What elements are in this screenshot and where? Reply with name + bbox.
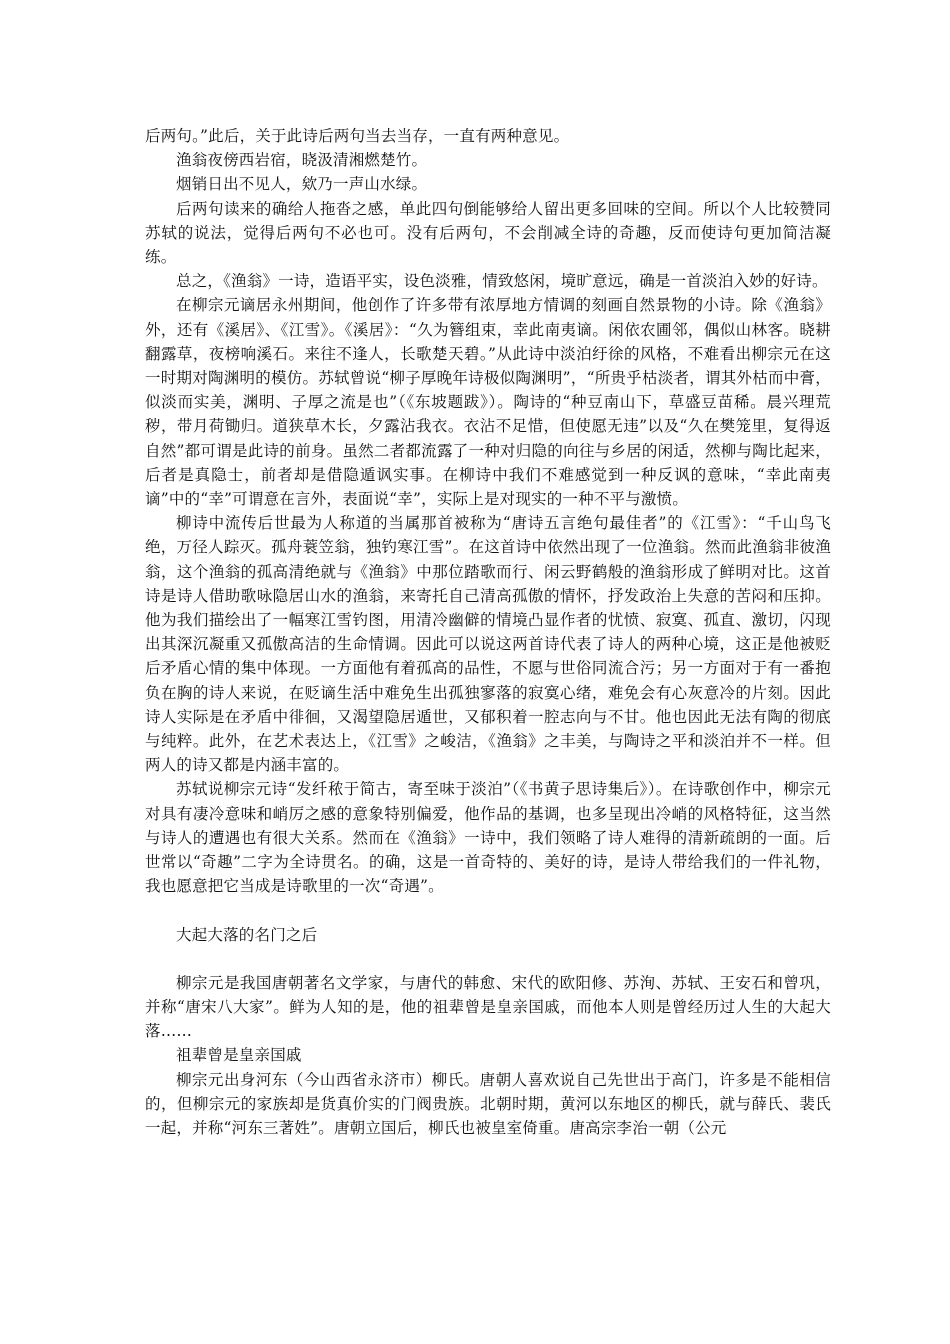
paragraph: 后两句读来的确给人拖沓之感，单此四句倒能够给人留出更多回味的空间。所以个人比较赞同苏轼的说法，觉得后两句不必也可。没有后两句，不会削减全诗的奇趣，反而使诗句更加简洁凝练。	[145, 199, 831, 267]
subsection-title: 祖辈曾是皇亲国戚	[176, 1046, 302, 1065]
paragraph: 柳宗元出身河东（今山西省永济市）柳氏。唐朝人喜欢说自己先世出于高门，许多是不能相信的，但柳宗元的家族却是货真价实的门阀贵族。北朝时期，黄河以东地区的柳氏，就与薛氏、裴氏一起，并称“河东三著姓”。唐朝立国后，柳氏也被皇室倚重。唐高宗李治一朝（公元	[145, 1070, 831, 1137]
article-body	[145, 124, 831, 1140]
section-title: 大起大落的名门之后	[176, 925, 318, 944]
paragraph: 柳宗元是我国唐朝著名文学家，与唐代的韩愈、宋代的欧阳修、苏洵、苏轼、王安石和曾巩，并称“唐宋八大家”。鲜为人知的是，他的祖辈曾是皇亲国戚，而他本人则是曾经历过人生的大起大落……	[145, 973, 831, 1041]
paragraph: 苏轼说柳宗元诗“发纤秾于简古，寄至味于淡泊”（《书黄子思诗集后》）。在诗歌创作中，柳宗元对具有凄冷意味和峭厉之感的意象特别偏爱，他作品的基调，也多呈现出冷峭的风格特征，这当然与诗人的遭遇也有很大关系。然而在《渔翁》一诗中，我们领略了诗人难得的清新疏朗的一面。后世常以“奇趣”二字为全诗贯名。的确，这是一首奇特的、美好的诗，是诗人带给我们的一件礼物，我也愿意把它当成是诗歌里的一次“奇遇”。	[145, 780, 831, 896]
paragraph: 总之，《渔翁》一诗，造语平实，设色淡雅，情致悠闲，境旷意远，确是一首淡泊入妙的好诗。	[176, 272, 828, 291]
poem-line-2: 烟销日出不见人，欸乃一声山水绿。	[176, 175, 428, 194]
paragraph: 柳诗中流传后世最为人称道的当属那首被称为“唐诗五言绝句最佳者”的《江雪》：“千山鸟飞绝，万径人踪灭。孤舟蓑笠翁，独钓寒江雪”。在这首诗中依然出现了一位渔翁。然而此渔翁非彼渔翁，这个渔翁的孤高清绝就与《渔翁》中那位踏歌而行、闲云野鹤般的渔翁形成了鲜明对比。这首诗是诗人借助歌咏隐居山水的渔翁，来寄托自己清高孤傲的情怀，抒发政治上失意的苦闷和压抑。他为我们描绘出了一幅寒江雪钓图，用清冷幽僻的情境凸显作者的忧愤、寂寞、孤直、激切，闪现出其深沉凝重又孤傲高洁的生命情调。因此可以说这两首诗代表了诗人的两种心境，这正是他被贬后矛盾心情的集中体现。一方面他有着孤高的品性，不愿与世俗同流合污；另一方面对于有一番抱负在胸的诗人来说，在贬谪生活中难免生出孤独寥落的寂寞心绪，难免会有心灰意冷的片刻。因此诗人实际是在矛盾中徘徊，又渴望隐居遁世，又郁积着一腔志向与不甘。他也因此无法有陶的彻底与纯粹。此外，在艺术表达上，《江雪》之峻洁，《渔翁》之丰美，与陶诗之平和淡泊并不一样。但两人的诗又都是内涵丰富的。	[145, 514, 831, 775]
poem-line-1: 渔翁夜傍西岩宿，晓汲清湘燃楚竹。	[176, 151, 428, 170]
paragraph: 在柳宗元谪居永州期间，他创作了许多带有浓厚地方情调的刻画自然景物的小诗。除《渔翁》外，还有《溪居》、《江雪》。《溪居》：“久为簪组束，幸此南夷谪。闲依农圃邻，偶似山林客。晓耕翻露草，夜榜响溪石。来往不逢人，长歌楚天碧。”从此诗中淡泊纡徐的风格，不难看出柳宗元在这一时期对陶渊明的模仿。苏轼曾说“柳子厚晚年诗极似陶渊明”，“所贵乎枯淡者，谓其外枯而中膏，似淡而实美，渊明、子厚之流是也”（《东坡题跋》）。陶诗的“种豆南山下，草盛豆苗稀。晨兴理荒秽，带月荷锄归。道狭草木长，夕露沾我衣。衣沾不足惜，但使愿无违”以及“久在樊笼里，复得返自然”都可谓是此诗的前身。虽然二者都流露了一种对归隐的向往与乡居的闲适，然柳与陶比起来，后者是真隐士，前者却是借隐遁讽实事。在柳诗中我们不难感觉到一种反讽的意味，“幸此南夷谪”中的“幸”可谓意在言外，表面说“幸”，实际上是对现实的一种不平与激愤。	[145, 296, 831, 509]
paragraph-continuation: 后两句。”此后，关于此诗后两句当去当存，一直有两种意见。	[145, 127, 570, 145]
